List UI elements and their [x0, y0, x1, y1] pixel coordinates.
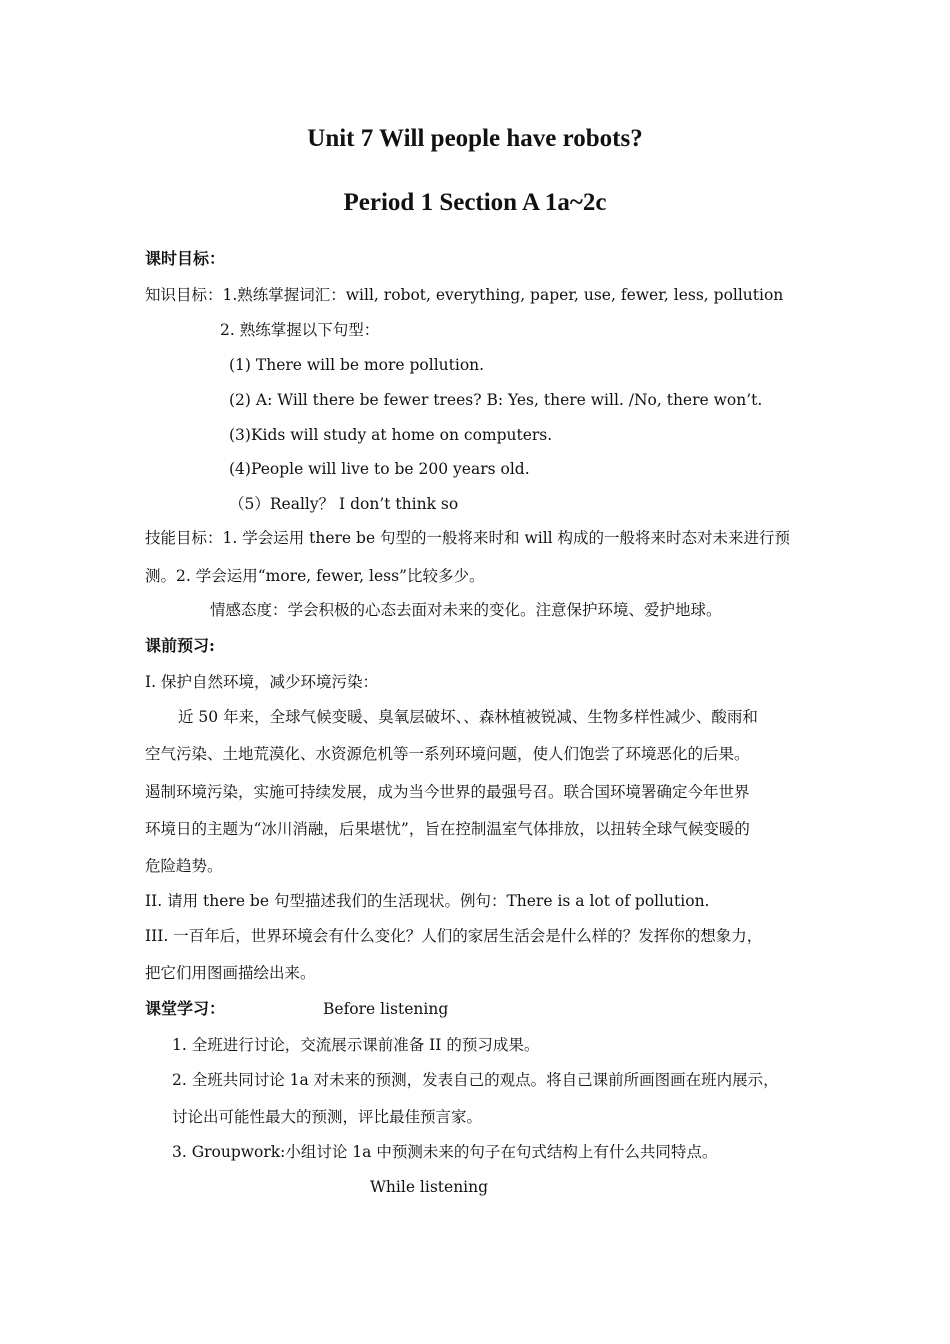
sentence-pattern: (3)Kids will study at home on computers.	[229, 426, 553, 444]
preview-item-1: I. 保护自然环境，减少环境污染：	[145, 673, 378, 691]
environment-paragraph-line: 近 50 年来，全球气候变暖、臭氧层破坏、、森林植被锐减、生物多样性减少、酸雨和	[178, 708, 758, 726]
sentence-pattern: (4)People will live to be 200 years old.	[229, 460, 530, 478]
emotion-objective: 情感态度：学会积极的心态去面对未来的变化。注意保护环境、爱护地球。	[210, 601, 722, 619]
knowledge-objective: 知识目标：1.熟练掌握词汇：will, robot, everything, paper, use, fewer, less, pollution	[145, 286, 784, 304]
page-subtitle: Period 1 Section A 1a~2c	[343, 189, 607, 216]
sentence-pattern: （5）Really？ I don’t think so	[229, 495, 459, 513]
preview-item-3: III. 一百年后，世界环境会有什么变化？人们的家居生活会是什么样的？发挥你的想象力，	[145, 927, 763, 945]
while-listening-label: While listening	[370, 1178, 489, 1196]
environment-paragraph-line: 危险趋势。	[145, 857, 223, 875]
sentence-pattern: (2) A: Will there be fewer trees? B: Yes, there will. /No, there won’t.	[229, 391, 763, 409]
classroom-step: 1. 全班进行讨论，交流展示课前准备 II 的预习成果。	[172, 1036, 540, 1054]
environment-paragraph-line: 遏制环境污染，实施可持续发展，成为当今世界的最强号召。联合国环境署确定今年世界	[145, 783, 750, 801]
classroom-step: 2. 全班共同讨论 1a 对未来的预测，发表自己的观点。将自己课前所画图画在班内展示，	[172, 1071, 779, 1089]
objectives-heading: 课时目标：	[145, 249, 226, 268]
preview-item-3-continued: 把它们用图画描绘出来。	[145, 964, 316, 982]
sentence-patterns-intro: 2. 熟练掌握以下句型：	[220, 321, 380, 339]
environment-paragraph-line: 环境日的主题为“冰川消融，后果堪忧”，旨在控制温室气体排放，以扭转全球气候变暖的	[145, 820, 750, 838]
skill-objective-line: 技能目标：1. 学会运用 there be 句型的一般将来时和 will 构成的一般将来时态对未来进行预	[145, 529, 791, 547]
classroom-heading: 课堂学习：	[145, 999, 226, 1018]
sentence-pattern: (1) There will be more pollution.	[229, 356, 485, 374]
before-listening-label: Before listening	[323, 1000, 449, 1018]
classroom-step-continued: 讨论出可能性最大的预测，评比最佳预言家。	[172, 1108, 483, 1126]
preview-item-2: II. 请用 there be 句型描述我们的生活现状。例句：There is a lot of pollution.	[145, 892, 710, 910]
page-title: Unit 7 Will people have robots?	[307, 125, 643, 152]
preview-heading: 课前预习:	[145, 636, 215, 655]
skill-objective-line: 测。2. 学会运用“more, fewer, less”比较多少。	[145, 567, 485, 585]
classroom-step: 3. Groupwork:小组讨论 1a 中预测未来的句子在句式结构上有什么共同特点。	[172, 1143, 718, 1161]
environment-paragraph-line: 空气污染、土地荒漠化、水资源危机等一系列环境问题，使人们饱尝了环境恶化的后果。	[145, 745, 750, 763]
